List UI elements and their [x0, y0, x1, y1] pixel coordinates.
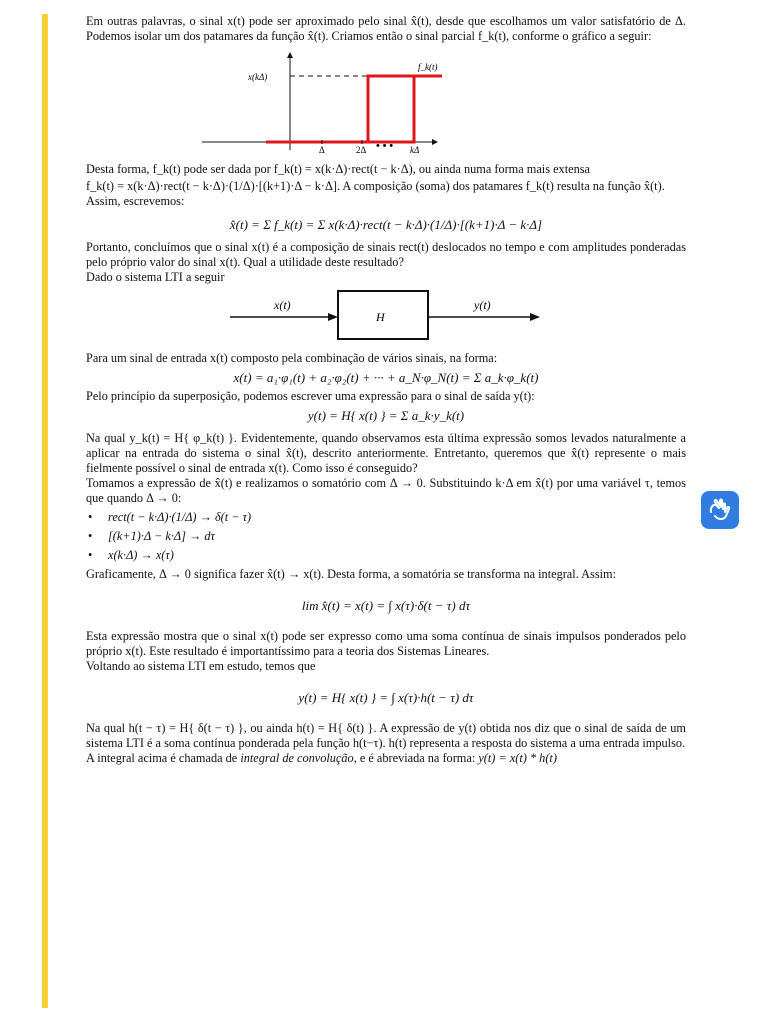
graph-xtick-1: Δ [319, 145, 325, 154]
paragraph-intro: Em outras palavras, o sinal x(t) pode ser aproximado pelo sinal x̂(t), desde que escolhamos um valor satisfatório de Δ. Podemos isolar um dos patamares da função x̂(t). Criamos então o sinal parcial f_k(t), conforme o gráfico a seguir: [86, 14, 686, 43]
pulse-graph [182, 50, 686, 158]
paragraph-lti-intro: Dado o sistema LTI a seguir [86, 270, 225, 284]
limit-bullet-list [86, 510, 686, 563]
block-system-label: H [376, 310, 385, 324]
graph-curve-label: f_k(t) [418, 62, 438, 72]
block-output-label: y(t) [474, 298, 491, 312]
equation-xhat-sum: x̂(t) = Σ f_k(t) = Σ x(k·Δ)·rect(t − k·Δ)·(1/Δ)·[(k+1)·Δ − k·Δ] [229, 217, 543, 232]
paragraph-yk: Na qual y_k(t) = H{ φ_k(t) }. Evidentemente, quando observamos esta última expressão somos levados naturalmente a aplicar na entrada do sistema o sinal x̂(t), descrito anteriormente. Entretanto, queremos que x̂(t) represente o mais fielmente possível o sinal de entrada x(t). Como isso é conseguido? [86, 431, 686, 475]
list-item: • x(k·Δ) → x(τ) [108, 548, 686, 563]
paragraph-impulse-response: Na qual h(t − τ) = H{ δ(t − τ) }, ou ainda h(t) = H{ δ(t) }. A expressão de y(t) obtida nos diz que o sinal de saída de um sistema LTI é a soma contínua ponderada pela função h(t−τ). h(t) representa a resposta do sistema a uma entrada impulso. [86, 721, 686, 750]
list-item: • [(k+1)·Δ − k·Δ] → dτ [108, 529, 686, 544]
graph-ylabel: x(kΔ) [248, 72, 268, 82]
paragraph-conclusion: Portanto, concluímos que o sinal x(t) é a composição de sinais rect(t) deslocados no tempo e com amplitudes ponderadas pelo próprio valor do sinal x(t). Qual a utilidade deste resultado? [86, 240, 686, 269]
paragraph-convolution [86, 751, 686, 766]
convolution-equation: y(t) = x(t) * h(t) [478, 751, 557, 765]
convolution-text-b: , e é abreviada na forma: [353, 751, 479, 765]
paragraph-fk: Desta forma, f_k(t) pode ser dada por f_k(t) = x(k·Δ)·rect(t − k·Δ), ou ainda numa forma mais extensa [86, 162, 590, 176]
list-item: • rect(t − k·Δ)·(1/Δ) → δ(t − τ) [108, 510, 686, 525]
left-margin-bar [42, 14, 48, 1008]
equation-y-superposition: y(t) = H{ x(t) } = Σ a_k·y_k(t) [307, 408, 465, 423]
paragraph-fk-extended: f_k(t) = x(k·Δ)·rect(t − k·Δ)·(1/Δ)·[(k+1)·Δ − k·Δ]. A composição (soma) dos patamares f_k(t) resulta na função x̂(t). [86, 179, 665, 193]
paragraph-input-signal: Para um sinal de entrada x(t) composto pela combinação de vários sinais, na forma: [86, 351, 498, 365]
equation-x-combination: x(t) = a₁·φ₁(t) + a₂·φ₂(t) + ··· + a_N·φ_N(t) = Σ a_k·φ_k(t) [233, 370, 539, 385]
graph-xtick-2: 2Δ [356, 145, 367, 154]
equation-y-integral: y(t) = H{ x(t) } = ∫ x(τ)·h(t − τ) dτ [298, 690, 474, 705]
lti-block-svg [226, 287, 546, 343]
paragraph-impulse-sum: Esta expressão mostra que o sinal x(t) pode ser expresso como uma soma contínua de sinais impulsos ponderados pelo próprio x(t). Este resultado é importantíssimo para a teoria dos Sistemas Lineares. [86, 629, 686, 658]
paragraph-lti-return: Voltando ao sistema LTI em estudo, temos que [86, 659, 316, 673]
paragraph-limit: Tomamos a expressão de x̂(t) e realizamos o somatório com Δ → 0. Substituindo k·Δ em x̂(t) por uma variável τ, temos que quando Δ → 0: [86, 476, 686, 505]
sign-language-hands-icon [706, 496, 734, 524]
accessibility-widget-button[interactable] [701, 491, 739, 529]
paragraph-superposition: Pelo princípio da superposição, podemos escrever uma expressão para o sinal de saída y(t): [86, 389, 535, 403]
graph-xtick-3: • • • [376, 140, 394, 152]
convolution-term: integral de convolução [240, 751, 354, 765]
convolution-text-a: A integral acima é chamada de [86, 751, 241, 765]
block-input-label: x(t) [274, 298, 291, 312]
pulse-graph-svg [182, 50, 442, 154]
paragraph-assim: Assim, escrevemos: [86, 194, 185, 208]
graph-xtick-4: kΔ [410, 145, 420, 154]
document-page [86, 14, 686, 766]
equation-limit-integral: lim x̂(t) = x(t) = ∫ x(τ)·δ(t − τ) dτ [301, 598, 471, 613]
lti-block-diagram [226, 287, 686, 347]
paragraph-graphical: Graficamente, Δ → 0 significa fazer x̂(t) → x(t). Desta forma, a somatória se transforma na integral. Assim: [86, 567, 617, 581]
